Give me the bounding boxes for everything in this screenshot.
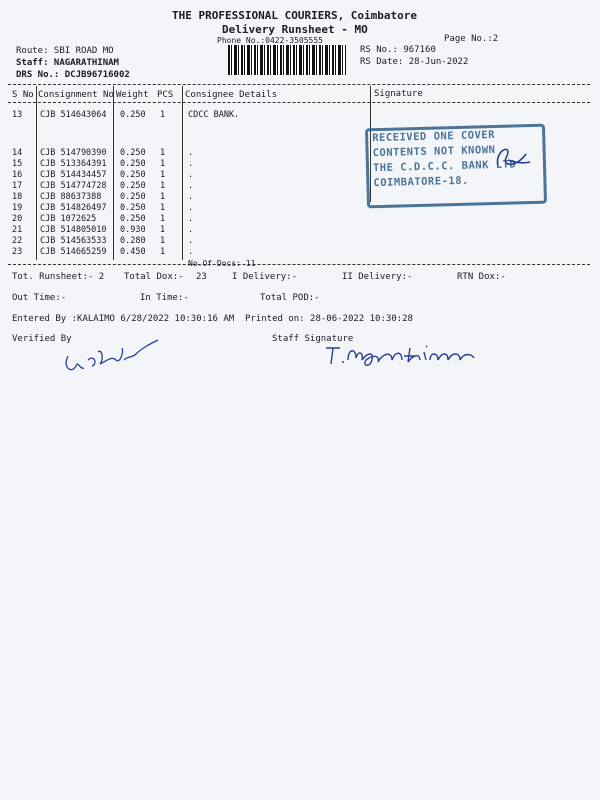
table-row [8,159,376,170]
table-row [8,225,376,236]
row-sno: 18 [12,192,23,202]
row-details: . [188,159,194,169]
row-pcs: 1 [160,225,166,235]
row-consignment: CJB 514665259 [40,247,107,257]
col-header-sno: S No [12,90,34,100]
row-consignment: CJB 514563533 [40,236,107,246]
col-header-signature: Signature [374,89,423,99]
verified-by-label: Verified By [12,334,72,344]
col-header-details: Consignee Details [185,90,278,100]
rs-date: RS Date: 28-Jun-2022 [360,57,469,67]
col-header-consignment: Consignment No [38,90,114,100]
table-row [8,236,376,247]
row-weight: 0.250 [120,110,146,120]
row-pcs: 1 [160,159,166,169]
printed-on: Printed on: 28-06-2022 10:30:28 [245,314,413,324]
row-details: . [188,181,194,191]
ii-delivery: II Delivery:- [342,272,413,282]
row-pcs: 1 [160,192,166,202]
phone-number: Phone No.:0422-3505555 [217,36,323,45]
staff-name: Staff: NAGARATHINAM [16,58,119,68]
row-pcs: 1 [160,214,166,224]
divider-header [8,102,590,103]
row-weight: 0.250 [120,159,146,169]
row-weight: 0.250 [120,170,146,180]
col-header-pcs: PCS [157,90,174,100]
company-name: THE PROFESSIONAL COURIERS, Coimbatore [172,9,418,22]
row-sno: 13 [12,110,23,120]
row-details: . [188,170,194,180]
row-pcs: 1 [160,181,166,191]
table-row [8,214,376,225]
row-pcs: 1 [160,203,166,213]
route: Route: SBI ROAD MO [16,46,114,56]
row-consignment: CJB 514805010 [40,225,107,235]
row-consignment: CJB 514774728 [40,181,107,191]
row-consignment: CJB 514826497 [40,203,107,213]
table-row [8,192,376,203]
divider-top [8,84,590,85]
row-weight: 0.250 [120,148,146,158]
row-details: . [188,247,194,257]
row-details: . [188,148,194,158]
stamp-line: RECEIVED ONE COVER [372,128,496,145]
row-consignment: CJB 88637388 [40,192,102,202]
consignee-signature [492,138,532,174]
row-details: . [188,225,194,235]
table-row [8,258,376,269]
col-header-weight: Weight [116,90,149,100]
row-consignment: CJB 1072625 [40,214,97,224]
stamp-line: THE C.D.C.C. BANK LTD [372,158,517,175]
row-sno: 19 [12,203,23,213]
row-pcs: 1 [160,247,166,257]
table-row [8,148,376,159]
verifier-signature [58,330,168,380]
row-details: CDCC BANK. [188,110,240,120]
in-time: In Time:- [140,293,189,303]
no-of-docs: No.Of Docs: 11 [188,259,256,268]
row-details: . [188,236,194,246]
entered-by: Entered By :KALAIMO 6/28/2022 10:30:16 AM [12,314,235,324]
row-weight: 0.930 [120,225,146,235]
row-sno: 15 [12,159,23,169]
barcode [228,45,346,75]
row-weight: 0.450 [120,247,146,257]
i-delivery: I Delivery:- [232,272,298,282]
row-weight: 0.250 [120,203,146,213]
table-row [8,110,376,121]
row-weight: 0.250 [120,181,146,191]
row-details: . [188,192,194,202]
drs-number: DRS No.: DCJB96716002 [16,70,130,80]
table-row [8,203,376,214]
table-row [8,247,376,258]
table-row [8,170,376,181]
staff-signature [322,338,482,370]
tot-runsheet: Tot. Runsheet:- 2 [12,272,105,282]
row-details: . [188,214,194,224]
runsheet-table [8,110,376,269]
row-weight: 0.280 [120,236,146,246]
staff-signature-label: Staff Signature [272,334,354,344]
row-pcs: 1 [160,148,166,158]
row-consignment: CJB 514790390 [40,148,107,158]
row-sno: 14 [12,148,23,158]
total-dox-value: 23 [196,272,207,282]
row-pcs: 1 [160,170,166,180]
row-sno: 16 [12,170,23,180]
row-sno: 20 [12,214,23,224]
rtn-dox: RTN Dox:- [457,272,506,282]
table-row [8,181,376,192]
row-sno: 17 [12,181,23,191]
row-sno: 22 [12,236,23,246]
row-weight: 0.250 [120,192,146,202]
rs-number: RS No.: 967160 [360,45,436,55]
row-weight: 0.250 [120,214,146,224]
row-consignment: CJB 514434457 [40,170,107,180]
out-time: Out Time:- [12,293,67,303]
row-pcs: 1 [160,236,166,246]
stamp-line: COIMBATORE-18. [373,174,470,190]
row-details: . [188,203,194,213]
row-consignment: CJB 513364391 [40,159,107,169]
page-number: Page No.:2 [444,34,499,44]
total-pod: Total POD:- [260,293,320,303]
row-sno: 21 [12,225,23,235]
row-sno: 23 [12,247,23,257]
stamp-line: CONTENTS NOT KNOWN [372,143,496,160]
runsheet-title: Delivery Runsheet - MO [222,23,368,36]
row-consignment: CJB 514643064 [40,110,107,120]
total-dox-label: Total Dox:- [124,272,184,282]
row-pcs: 1 [160,110,166,120]
